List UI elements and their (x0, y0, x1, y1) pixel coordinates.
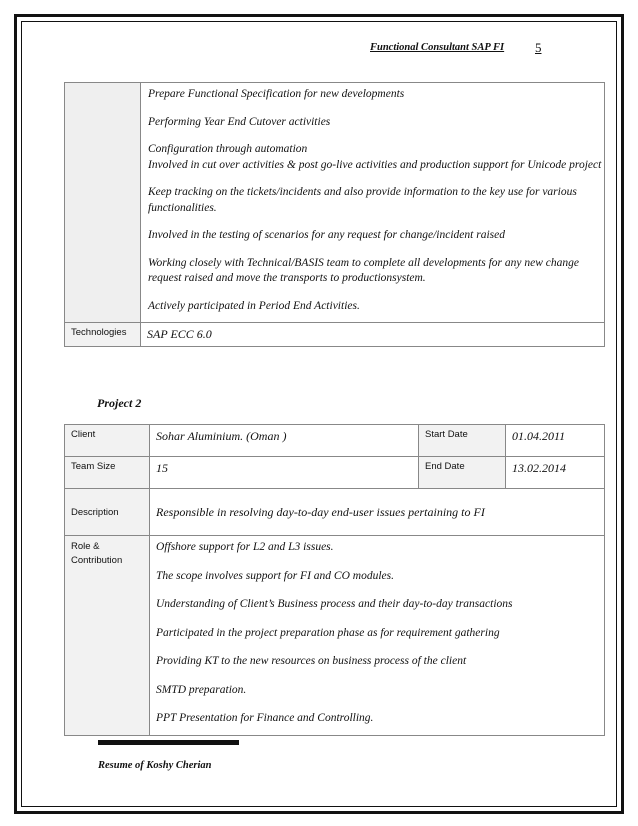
description-row (65, 489, 605, 536)
description-label: Description (65, 489, 150, 536)
header-title: Functional Consultant SAP FI (370, 42, 505, 53)
project2-heading: Project 2 (97, 396, 142, 410)
client-label: Client (65, 425, 150, 457)
role-row (65, 536, 605, 736)
project1-left-cell (65, 83, 141, 323)
bullet-item: Working closely with Technical/BASIS team to complete all developments for any new change request raised and move the transports to productionsystem. (148, 256, 579, 284)
page-header (370, 40, 542, 55)
client-value: Sohar Aluminium. (Oman ) (150, 425, 419, 457)
bullet-item: Configuration through automation (148, 143, 308, 155)
technologies-row (65, 323, 605, 347)
team-size-label: Team Size (65, 457, 150, 489)
team-size-value: 15 (150, 457, 419, 489)
technologies-label: Technologies (65, 323, 141, 347)
client-row (65, 425, 605, 457)
start-date-label: Start Date (419, 425, 506, 457)
role-item: Offshore support for L2 and L3 issues. (156, 541, 334, 553)
role-items (150, 536, 605, 736)
role-item: PPT Presentation for Finance and Controlling. (156, 712, 374, 724)
bullet-item: Prepare Functional Specification for new developments (148, 88, 405, 100)
footer-rule (98, 740, 239, 745)
role-item: Understanding of Client’s Business process and their day-to-day transactions (156, 598, 513, 610)
bullet-item: Performing Year End Cutover activities (148, 115, 331, 128)
role-item: SMTD preparation. (156, 683, 247, 696)
bullet-item: Involved in cut over activities & post go-live activities and production support for Unicode project (148, 158, 602, 171)
bullet-item: Involved in the testing of scenarios for any request for change/incident raised (148, 229, 505, 241)
bullet-item: Keep tracking on the tickets/incidents and also provide information to the key use for various functionalities. (148, 186, 577, 214)
team-row (65, 457, 605, 489)
start-date-value: 01.04.2011 (506, 425, 605, 457)
project1-bullets (141, 83, 605, 323)
page-number: 5 (535, 40, 542, 55)
project2-table (64, 424, 605, 736)
end-date-label: End Date (419, 457, 506, 489)
role-label: Role & Contribution (65, 536, 150, 736)
footer-text: Resume of Koshy Cherian (98, 760, 212, 771)
role-item: Participated in the project preparation phase as for requirement gathering (156, 626, 500, 639)
project1-table (64, 82, 605, 347)
project1-bullets-row (65, 83, 605, 323)
role-item: Providing KT to the new resources on business process of the client (156, 655, 467, 667)
technologies-value: SAP ECC 6.0 (141, 323, 605, 347)
role-item: The scope involves support for FI and CO modules. (156, 569, 394, 582)
description-value: Responsible in resolving day-to-day end-user issues pertaining to FI (150, 489, 605, 536)
bullet-item: Actively participated in Period End Activities. (148, 299, 360, 312)
end-date-value: 13.02.2014 (506, 457, 605, 489)
